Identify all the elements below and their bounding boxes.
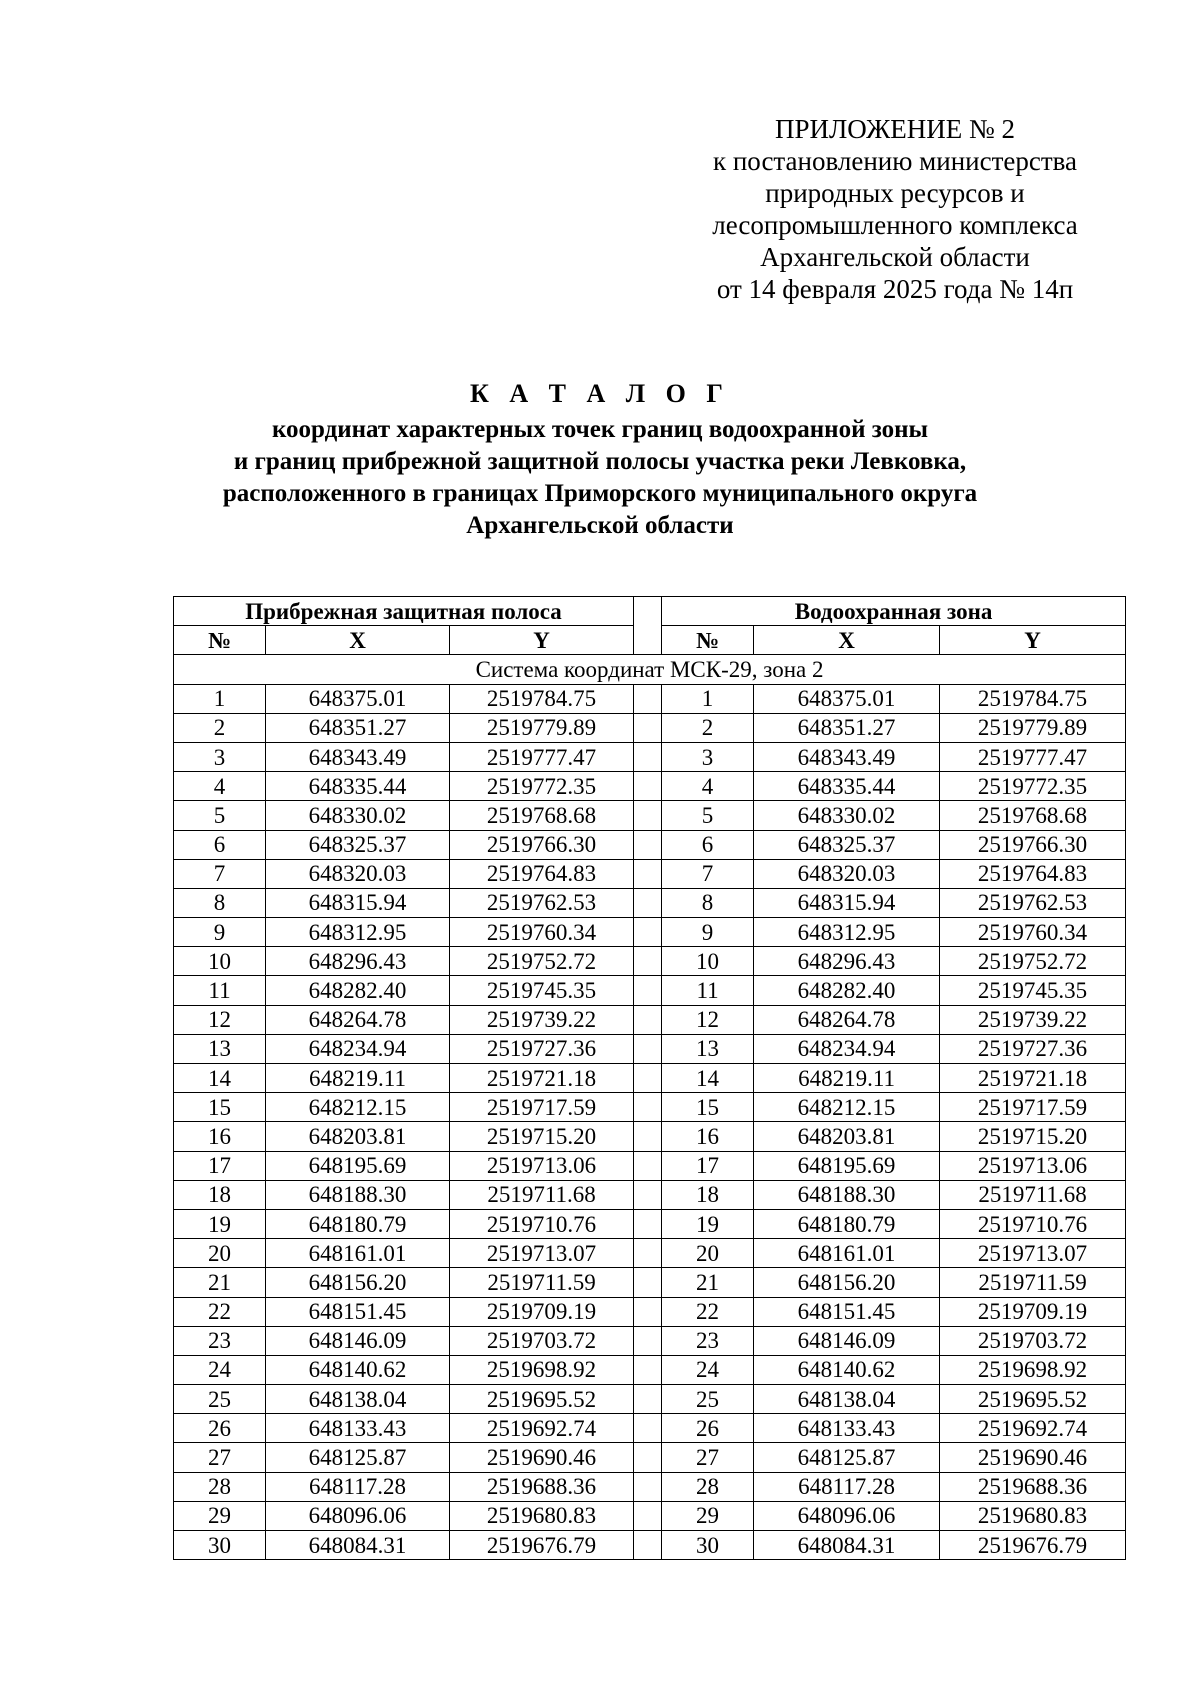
column-gap (634, 1326, 662, 1355)
column-gap (634, 684, 662, 713)
left-x-value: 648146.09 (266, 1326, 450, 1355)
column-gap (634, 1472, 662, 1501)
left-point-no: 11 (174, 976, 266, 1005)
left-point-no: 12 (174, 1005, 266, 1034)
right-point-no: 8 (662, 888, 754, 917)
right-point-no: 15 (662, 1093, 754, 1122)
column-gap (634, 1268, 662, 1297)
water-zone-header: Водоохранная зона (662, 597, 1126, 626)
right-point-no: 4 (662, 772, 754, 801)
right-x-value: 648161.01 (754, 1239, 940, 1268)
left-x-value: 648320.03 (266, 859, 450, 888)
right-y-value: 2519717.59 (940, 1093, 1126, 1122)
column-gap (634, 713, 662, 742)
left-y-value: 2519760.34 (450, 918, 634, 947)
right-point-no: 2 (662, 713, 754, 742)
right-y-value: 2519762.53 (940, 888, 1126, 917)
column-gap (634, 742, 662, 771)
table-row (174, 859, 1126, 888)
left-point-no: 10 (174, 947, 266, 976)
right-point-no: 21 (662, 1268, 754, 1297)
right-x-value: 648084.31 (754, 1531, 940, 1560)
left-point-no: 18 (174, 1180, 266, 1209)
right-x-value: 648138.04 (754, 1385, 940, 1414)
column-gap (634, 947, 662, 976)
left-y-value: 2519703.72 (450, 1326, 634, 1355)
right-x-value: 648375.01 (754, 684, 940, 713)
left-x-value: 648325.37 (266, 830, 450, 859)
right-x-value: 648151.45 (754, 1297, 940, 1326)
right-y-value: 2519711.68 (940, 1180, 1126, 1209)
left-point-no: 16 (174, 1122, 266, 1151)
right-point-no: 23 (662, 1326, 754, 1355)
right-point-no: 28 (662, 1472, 754, 1501)
left-x-value: 648180.79 (266, 1209, 450, 1238)
left-x-value: 648156.20 (266, 1268, 450, 1297)
coordinate-system-row (174, 655, 1126, 684)
table-row (174, 1005, 1126, 1034)
right-x-value: 648320.03 (754, 859, 940, 888)
table-row (174, 1093, 1126, 1122)
left-point-no: 21 (174, 1268, 266, 1297)
right-point-no: 25 (662, 1385, 754, 1414)
right-x-value: 648096.06 (754, 1501, 940, 1530)
title-line: расположенного в границах Приморского муниципального округа (222, 480, 978, 507)
table-row (174, 772, 1126, 801)
right-point-no: 3 (662, 742, 754, 771)
left-y-value: 2519764.83 (450, 859, 634, 888)
column-gap (634, 1005, 662, 1034)
column-gap (634, 1122, 662, 1151)
column-gap (634, 1064, 662, 1093)
table-row (174, 1034, 1126, 1063)
right-point-no: 10 (662, 947, 754, 976)
table-row (174, 947, 1126, 976)
left-y-value: 2519717.59 (450, 1093, 634, 1122)
right-y-value: 2519690.46 (940, 1443, 1126, 1472)
right-y-value: 2519680.83 (940, 1501, 1126, 1530)
left-point-no: 17 (174, 1151, 266, 1180)
right-x-value: 648133.43 (754, 1414, 940, 1443)
left-point-no: 28 (174, 1472, 266, 1501)
appendix-line: Архангельской области (760, 242, 1030, 272)
left-x-value: 648195.69 (266, 1151, 450, 1180)
left-y-value: 2519766.30 (450, 830, 634, 859)
right-point-no: 30 (662, 1531, 754, 1560)
right-x-value: 648146.09 (754, 1326, 940, 1355)
right-x-value: 648156.20 (754, 1268, 940, 1297)
table-row (174, 1297, 1126, 1326)
left-x-value: 648375.01 (266, 684, 450, 713)
right-point-no: 16 (662, 1122, 754, 1151)
right-x-value: 648335.44 (754, 772, 940, 801)
right-y-value: 2519711.59 (940, 1268, 1126, 1297)
table-row (174, 1326, 1126, 1355)
column-gap (634, 1385, 662, 1414)
left-x-value: 648315.94 (266, 888, 450, 917)
left-x-value: 648234.94 (266, 1034, 450, 1063)
col-no-header: № (174, 626, 266, 655)
right-x-value: 648343.49 (754, 742, 940, 771)
column-gap (634, 1443, 662, 1472)
right-point-no: 19 (662, 1209, 754, 1238)
left-y-value: 2519695.52 (450, 1385, 634, 1414)
left-point-no: 30 (174, 1531, 266, 1560)
appendix-line: лесопромышленного комплекса (712, 210, 1078, 240)
left-x-value: 648140.62 (266, 1355, 450, 1384)
left-y-value: 2519698.92 (450, 1355, 634, 1384)
table-row (174, 1472, 1126, 1501)
right-x-value: 648117.28 (754, 1472, 940, 1501)
column-gap (634, 1414, 662, 1443)
left-point-no: 3 (174, 742, 266, 771)
left-point-no: 5 (174, 801, 266, 830)
table-row (174, 918, 1126, 947)
left-x-value: 648343.49 (266, 742, 450, 771)
column-gap (634, 918, 662, 947)
left-point-no: 22 (174, 1297, 266, 1326)
column-gap (634, 976, 662, 1005)
right-y-value: 2519698.92 (940, 1355, 1126, 1384)
column-gap (634, 597, 662, 655)
left-x-value: 648151.45 (266, 1297, 450, 1326)
left-x-value: 648133.43 (266, 1414, 450, 1443)
table-row (174, 1239, 1126, 1268)
left-x-value: 648296.43 (266, 947, 450, 976)
col-y-header: Y (940, 626, 1126, 655)
table-row (174, 742, 1126, 771)
col-y-header: Y (450, 626, 634, 655)
right-point-no: 26 (662, 1414, 754, 1443)
right-point-no: 5 (662, 801, 754, 830)
appendix-note (610, 113, 1180, 305)
left-y-value: 2519711.59 (450, 1268, 634, 1297)
left-x-value: 648351.27 (266, 713, 450, 742)
left-x-value: 648212.15 (266, 1093, 450, 1122)
column-gap (634, 830, 662, 859)
right-y-value: 2519766.30 (940, 830, 1126, 859)
left-x-value: 648203.81 (266, 1122, 450, 1151)
left-y-value: 2519721.18 (450, 1064, 634, 1093)
left-y-value: 2519676.79 (450, 1531, 634, 1560)
right-x-value: 648180.79 (754, 1209, 940, 1238)
table-row (174, 830, 1126, 859)
right-x-value: 648325.37 (754, 830, 940, 859)
left-x-value: 648096.06 (266, 1501, 450, 1530)
table-row (174, 888, 1126, 917)
left-point-no: 2 (174, 713, 266, 742)
left-point-no: 1 (174, 684, 266, 713)
left-y-value: 2519713.07 (450, 1239, 634, 1268)
left-y-value: 2519777.47 (450, 742, 634, 771)
table-row (174, 713, 1126, 742)
left-point-no: 29 (174, 1501, 266, 1530)
right-x-value: 648140.62 (754, 1355, 940, 1384)
left-point-no: 24 (174, 1355, 266, 1384)
right-x-value: 648315.94 (754, 888, 940, 917)
left-y-value: 2519715.20 (450, 1122, 634, 1151)
right-y-value: 2519727.36 (940, 1034, 1126, 1063)
left-y-value: 2519680.83 (450, 1501, 634, 1530)
right-y-value: 2519721.18 (940, 1064, 1126, 1093)
right-point-no: 22 (662, 1297, 754, 1326)
left-point-no: 23 (174, 1326, 266, 1355)
catalog-heading: К А Т А Л О Г (470, 379, 730, 408)
left-point-no: 7 (174, 859, 266, 888)
left-point-no: 19 (174, 1209, 266, 1238)
appendix-line: ПРИЛОЖЕНИЕ № 2 (774, 114, 1016, 144)
column-gap (634, 859, 662, 888)
col-x-header: X (754, 626, 940, 655)
col-x-header: X (266, 626, 450, 655)
left-x-value: 648084.31 (266, 1531, 450, 1560)
table-row (174, 1064, 1126, 1093)
right-y-value: 2519745.35 (940, 976, 1126, 1005)
right-x-value: 648282.40 (754, 976, 940, 1005)
column-gap (634, 772, 662, 801)
table-row (174, 1268, 1126, 1297)
column-gap (634, 1209, 662, 1238)
right-y-value: 2519688.36 (940, 1472, 1126, 1501)
table-row (174, 1180, 1126, 1209)
table-row (174, 976, 1126, 1005)
left-x-value: 648330.02 (266, 801, 450, 830)
left-y-value: 2519739.22 (450, 1005, 634, 1034)
column-gap (634, 801, 662, 830)
left-point-no: 4 (174, 772, 266, 801)
left-x-value: 648264.78 (266, 1005, 450, 1034)
left-y-value: 2519772.35 (450, 772, 634, 801)
right-y-value: 2519784.75 (940, 684, 1126, 713)
left-x-value: 648312.95 (266, 918, 450, 947)
right-point-no: 24 (662, 1355, 754, 1384)
section-header-row (174, 597, 1126, 626)
right-point-no: 14 (662, 1064, 754, 1093)
left-point-no: 14 (174, 1064, 266, 1093)
table-row (174, 1531, 1126, 1560)
right-x-value: 648351.27 (754, 713, 940, 742)
coastal-strip-header: Прибрежная защитная полоса (174, 597, 634, 626)
col-no-header: № (662, 626, 754, 655)
coordinate-system-label: Система координат МСК-29, зона 2 (174, 655, 1126, 684)
left-y-value: 2519752.72 (450, 947, 634, 976)
right-x-value: 648234.94 (754, 1034, 940, 1063)
right-y-value: 2519752.72 (940, 947, 1126, 976)
column-gap (634, 1239, 662, 1268)
right-y-value: 2519695.52 (940, 1385, 1126, 1414)
right-x-value: 648125.87 (754, 1443, 940, 1472)
appendix-line: к постановлению министерства (712, 146, 1078, 176)
left-point-no: 6 (174, 830, 266, 859)
title-line: Архангельской области (466, 512, 734, 539)
right-y-value: 2519703.72 (940, 1326, 1126, 1355)
table-row (174, 1151, 1126, 1180)
right-y-value: 2519709.19 (940, 1297, 1126, 1326)
left-y-value: 2519713.06 (450, 1151, 634, 1180)
right-y-value: 2519764.83 (940, 859, 1126, 888)
right-point-no: 20 (662, 1239, 754, 1268)
left-point-no: 25 (174, 1385, 266, 1414)
left-x-value: 648219.11 (266, 1064, 450, 1093)
column-gap (634, 1297, 662, 1326)
coordinates-table (173, 596, 1126, 1560)
column-gap (634, 1531, 662, 1560)
right-point-no: 1 (662, 684, 754, 713)
column-gap (634, 1180, 662, 1209)
right-point-no: 13 (662, 1034, 754, 1063)
document-title (150, 378, 1050, 542)
table-row (174, 1443, 1126, 1472)
left-x-value: 648138.04 (266, 1385, 450, 1414)
left-y-value: 2519688.36 (450, 1472, 634, 1501)
right-y-value: 2519710.76 (940, 1209, 1126, 1238)
left-x-value: 648125.87 (266, 1443, 450, 1472)
table-row (174, 801, 1126, 830)
right-point-no: 27 (662, 1443, 754, 1472)
right-y-value: 2519772.35 (940, 772, 1126, 801)
left-y-value: 2519745.35 (450, 976, 634, 1005)
right-y-value: 2519692.74 (940, 1414, 1126, 1443)
table-row (174, 1355, 1126, 1384)
right-point-no: 12 (662, 1005, 754, 1034)
column-gap (634, 1501, 662, 1530)
title-line: и границ прибрежной защитной полосы участка реки Левковка, (233, 448, 967, 475)
table-row (174, 1414, 1126, 1443)
column-gap (634, 1093, 662, 1122)
right-x-value: 648195.69 (754, 1151, 940, 1180)
column-gap (634, 1355, 662, 1384)
left-x-value: 648188.30 (266, 1180, 450, 1209)
left-y-value: 2519768.68 (450, 801, 634, 830)
left-point-no: 8 (174, 888, 266, 917)
right-x-value: 648212.15 (754, 1093, 940, 1122)
left-point-no: 26 (174, 1414, 266, 1443)
table-body (174, 655, 1126, 1560)
right-point-no: 6 (662, 830, 754, 859)
left-y-value: 2519784.75 (450, 684, 634, 713)
left-point-no: 20 (174, 1239, 266, 1268)
table-row (174, 684, 1126, 713)
right-x-value: 648296.43 (754, 947, 940, 976)
title-line: координат характерных точек границ водоохранной зоны (271, 416, 929, 443)
right-x-value: 648219.11 (754, 1064, 940, 1093)
right-x-value: 648312.95 (754, 918, 940, 947)
right-y-value: 2519713.06 (940, 1151, 1126, 1180)
right-y-value: 2519779.89 (940, 713, 1126, 742)
left-x-value: 648117.28 (266, 1472, 450, 1501)
left-point-no: 13 (174, 1034, 266, 1063)
right-y-value: 2519676.79 (940, 1531, 1126, 1560)
column-gap (634, 888, 662, 917)
right-y-value: 2519768.68 (940, 801, 1126, 830)
table-row (174, 1501, 1126, 1530)
left-y-value: 2519779.89 (450, 713, 634, 742)
left-y-value: 2519690.46 (450, 1443, 634, 1472)
right-x-value: 648203.81 (754, 1122, 940, 1151)
right-x-value: 648264.78 (754, 1005, 940, 1034)
left-point-no: 15 (174, 1093, 266, 1122)
left-y-value: 2519692.74 (450, 1414, 634, 1443)
right-x-value: 648188.30 (754, 1180, 940, 1209)
right-point-no: 18 (662, 1180, 754, 1209)
left-point-no: 9 (174, 918, 266, 947)
right-point-no: 17 (662, 1151, 754, 1180)
right-point-no: 9 (662, 918, 754, 947)
right-point-no: 29 (662, 1501, 754, 1530)
table-row (174, 1385, 1126, 1414)
column-gap (634, 1034, 662, 1063)
right-point-no: 7 (662, 859, 754, 888)
appendix-line: от 14 февраля 2025 года № 14п (716, 274, 1074, 304)
table-row (174, 1209, 1126, 1238)
left-y-value: 2519727.36 (450, 1034, 634, 1063)
right-point-no: 11 (662, 976, 754, 1005)
left-point-no: 27 (174, 1443, 266, 1472)
right-y-value: 2519777.47 (940, 742, 1126, 771)
right-y-value: 2519760.34 (940, 918, 1126, 947)
right-y-value: 2519715.20 (940, 1122, 1126, 1151)
left-x-value: 648161.01 (266, 1239, 450, 1268)
right-x-value: 648330.02 (754, 801, 940, 830)
left-x-value: 648282.40 (266, 976, 450, 1005)
left-x-value: 648335.44 (266, 772, 450, 801)
column-gap (634, 1151, 662, 1180)
left-y-value: 2519711.68 (450, 1180, 634, 1209)
right-y-value: 2519739.22 (940, 1005, 1126, 1034)
left-y-value: 2519762.53 (450, 888, 634, 917)
right-y-value: 2519713.07 (940, 1239, 1126, 1268)
appendix-line: природных ресурсов и (765, 178, 1025, 208)
left-y-value: 2519710.76 (450, 1209, 634, 1238)
left-y-value: 2519709.19 (450, 1297, 634, 1326)
table-row (174, 1122, 1126, 1151)
